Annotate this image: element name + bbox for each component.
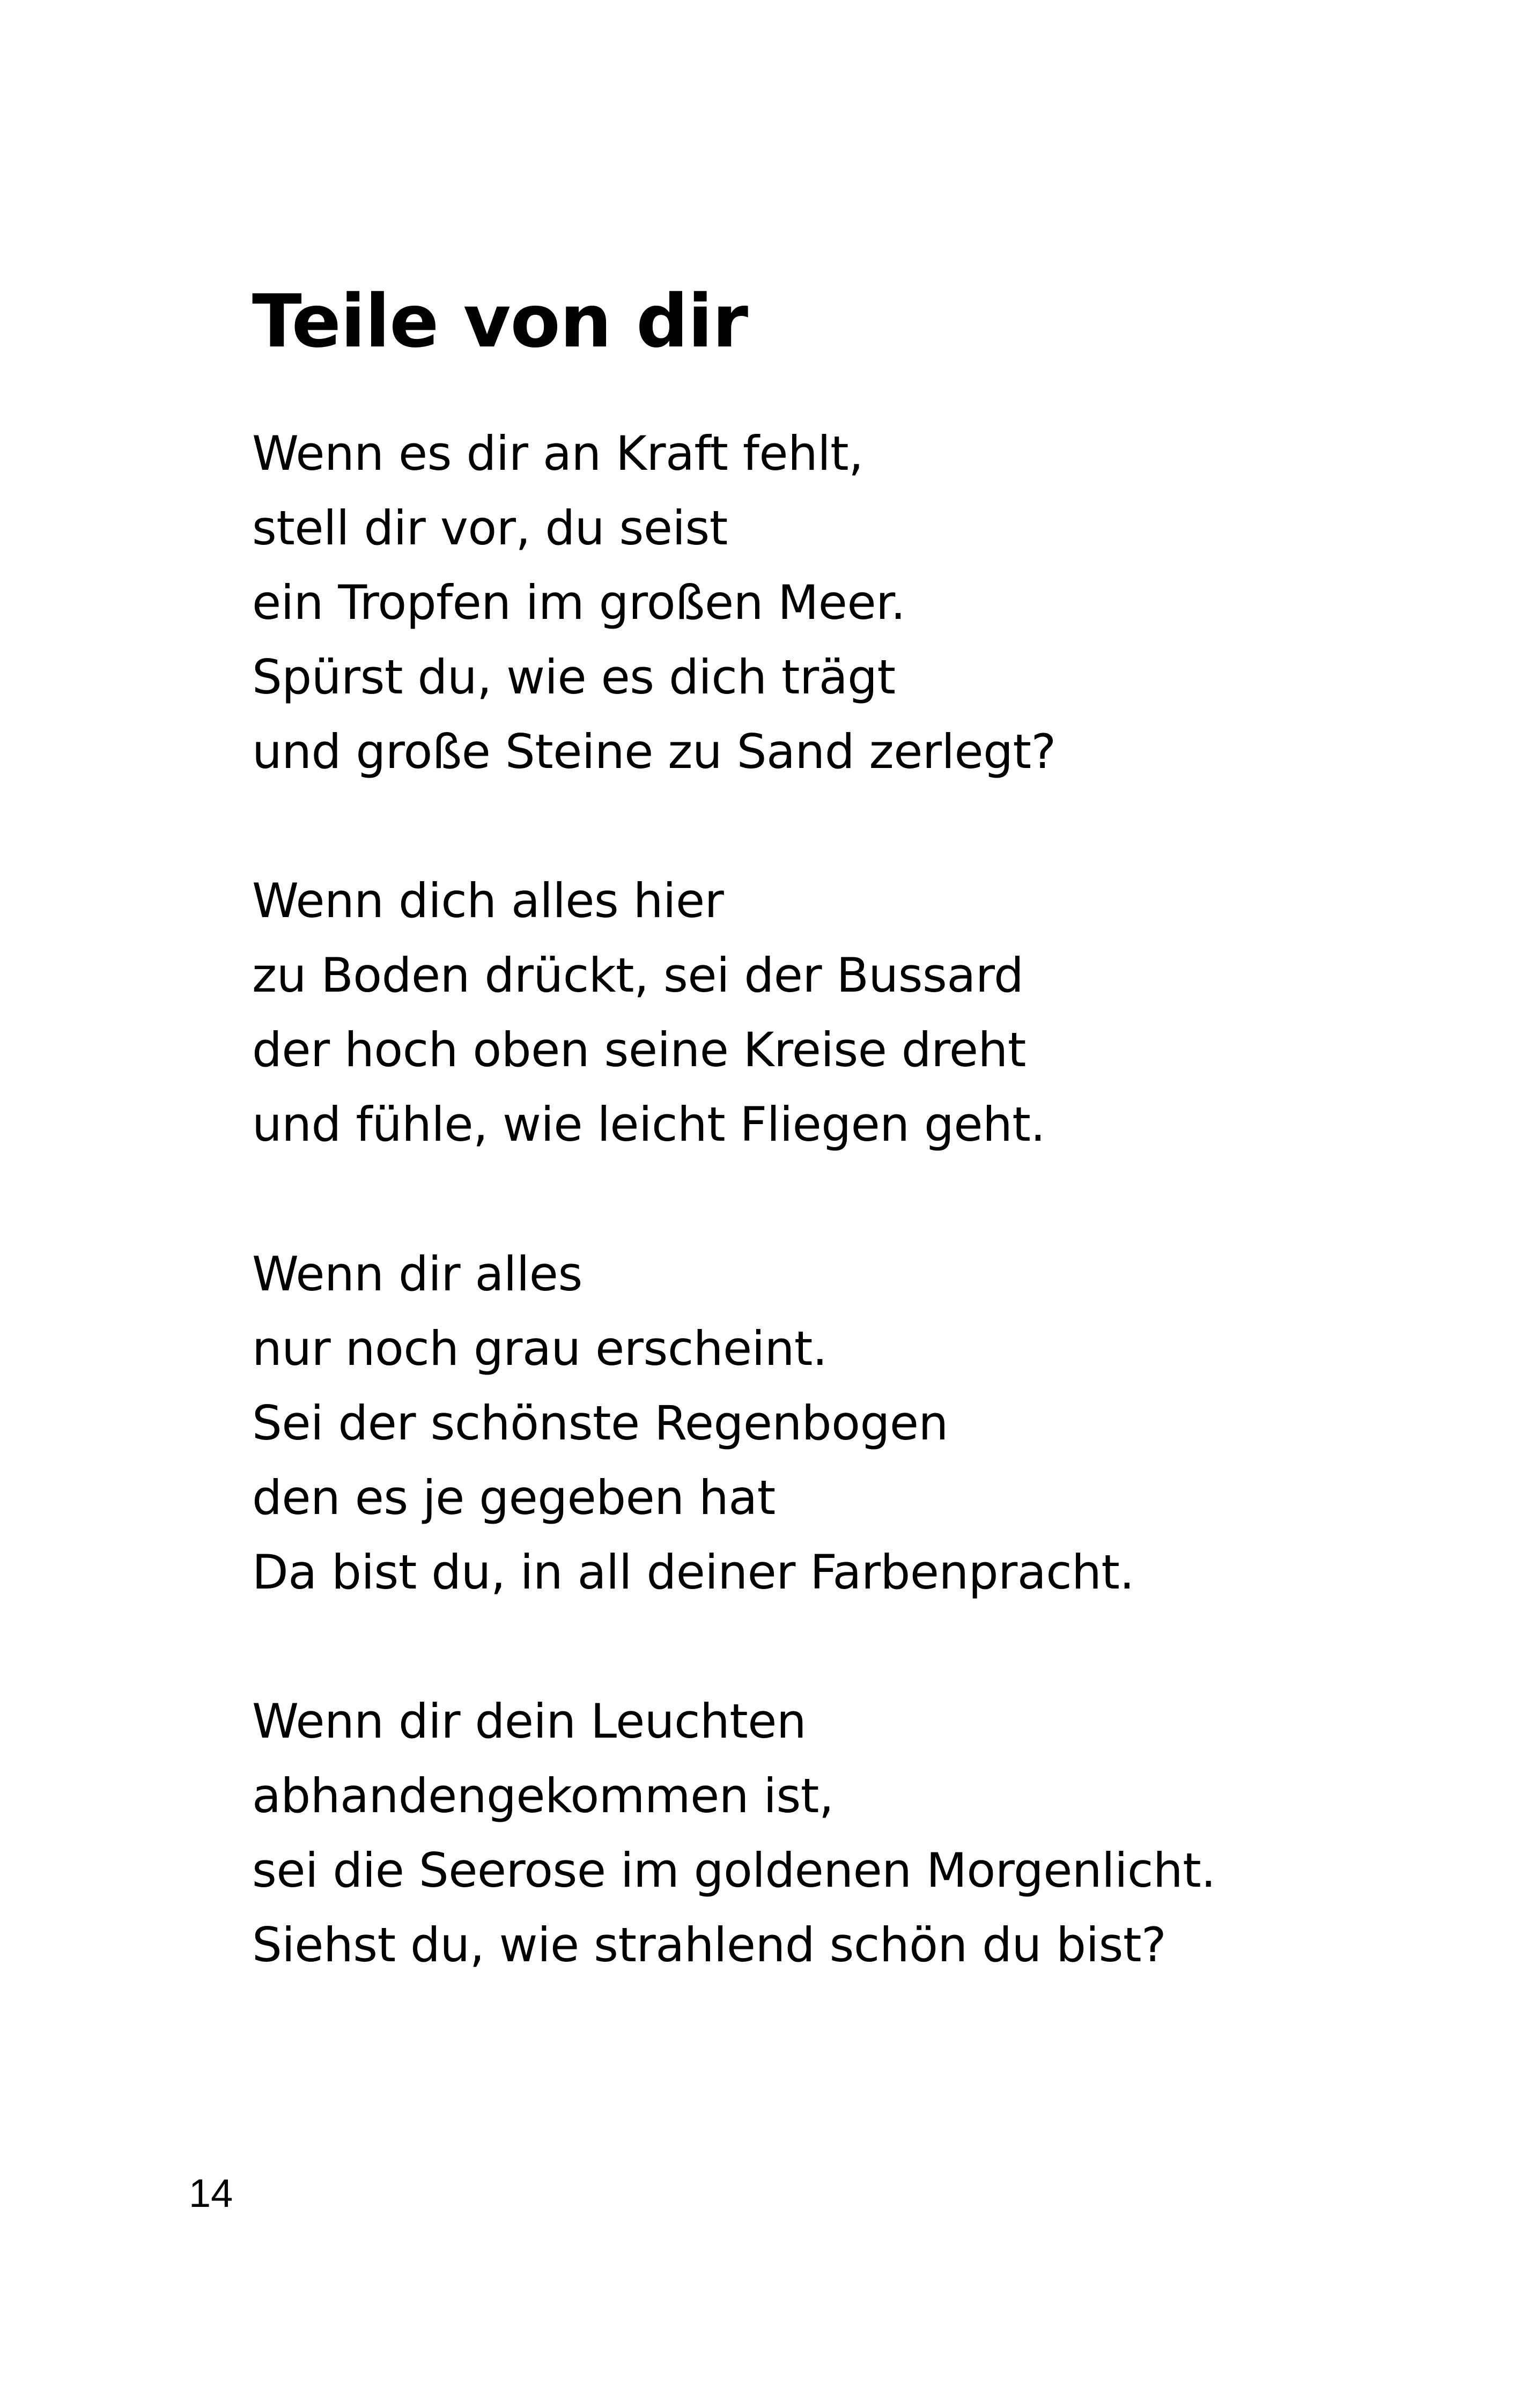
poem-line: Wenn dir dein Leuchten bbox=[252, 1694, 807, 1749]
poem-line: stell dir vor, du seist bbox=[252, 500, 728, 556]
page-number: 14 bbox=[189, 2171, 233, 2215]
poem-line: nur noch grau erscheint. bbox=[252, 1321, 828, 1376]
poem-line: und fühle, wie leicht Fliegen geht. bbox=[252, 1097, 1045, 1152]
poem-line: Wenn dich alles hier bbox=[252, 873, 724, 928]
poem-line: Wenn dir alles bbox=[252, 1246, 582, 1302]
poem-title: Teile von dir bbox=[252, 279, 748, 364]
poem-line: sei die Seerose im goldenen Morgenlicht. bbox=[252, 1843, 1216, 1898]
poem-line: Da bist du, in all deiner Farbenpracht. bbox=[252, 1545, 1134, 1600]
stanza-1 bbox=[252, 416, 1056, 789]
poem-line: und große Steine zu Sand zerlegt? bbox=[252, 724, 1056, 779]
poem-line: Spürst du, wie es dich trägt bbox=[252, 649, 896, 705]
poem-line: den es je gegeben hat bbox=[252, 1470, 776, 1525]
poem-line: der hoch oben seine Kreise dreht bbox=[252, 1022, 1026, 1077]
poem-line: abhandengekommen ist, bbox=[252, 1768, 834, 1823]
poem-line: Sei der schönste Regenbogen bbox=[252, 1395, 948, 1451]
stanza-4 bbox=[252, 1684, 1216, 1982]
poem-line: zu Boden drückt, sei der Bussard bbox=[252, 948, 1024, 1003]
poem-line: Wenn es dir an Kraft fehlt, bbox=[252, 426, 863, 481]
poem-line: Siehst du, wie strahlend schön du bist? bbox=[252, 1917, 1166, 1973]
stanza-3 bbox=[252, 1237, 1134, 1609]
poem-line: ein Tropfen im großen Meer. bbox=[252, 575, 906, 630]
stanza-2 bbox=[252, 863, 1045, 1162]
